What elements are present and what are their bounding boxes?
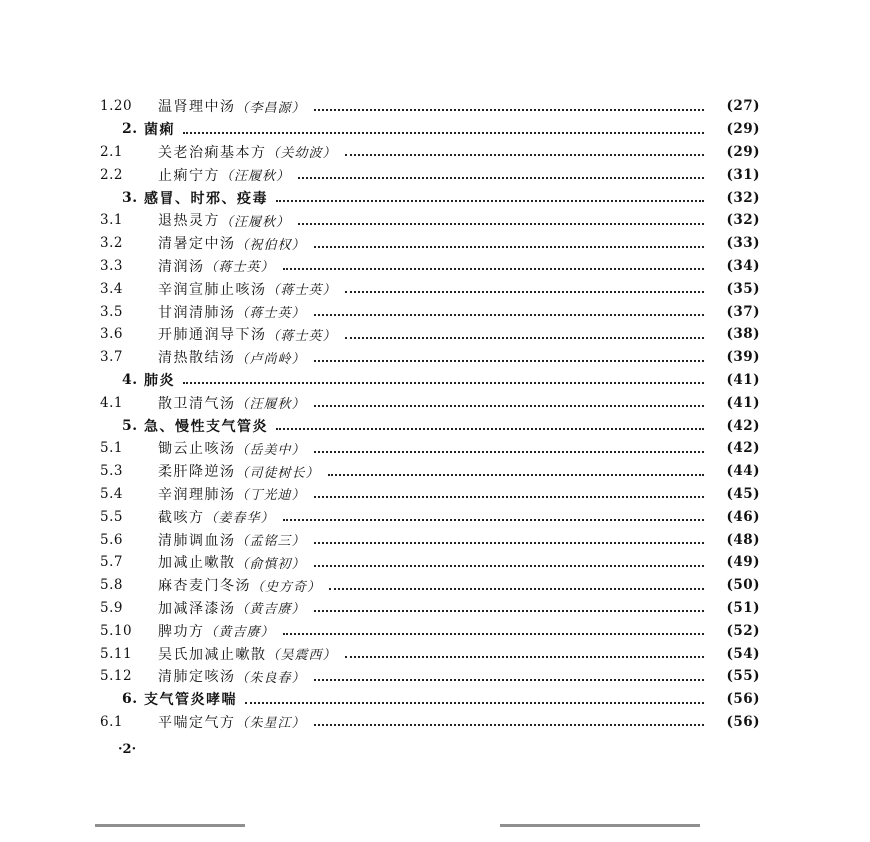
toc-entry bbox=[100, 460, 760, 483]
toc-entry-author: （岳美中） bbox=[235, 442, 306, 458]
toc-entry-number: 3.4 bbox=[100, 280, 123, 297]
toc-entry-number: 5.4 bbox=[100, 485, 123, 502]
toc-entry-title: 止痢宁方 bbox=[158, 167, 220, 184]
scan-artifact bbox=[95, 824, 245, 827]
toc-entry-author: （史方奇） bbox=[251, 579, 322, 595]
toc-entry-author: （关幼波） bbox=[266, 146, 337, 162]
toc-entry-title: 感冒、时邪、疫毒 bbox=[144, 190, 268, 207]
dot-leader bbox=[298, 222, 704, 225]
dot-leader bbox=[283, 632, 704, 635]
toc-entry bbox=[100, 437, 760, 460]
toc-entry bbox=[100, 483, 760, 506]
toc-entry-title: 辛润宣肺止咳汤 bbox=[158, 281, 267, 298]
dot-leader bbox=[314, 609, 704, 612]
toc-entry-title: 加减止嗽散 bbox=[158, 555, 236, 572]
toc-entry-number: 3.5 bbox=[100, 303, 123, 320]
toc-entry-page: (37) bbox=[726, 303, 760, 320]
dot-leader bbox=[345, 336, 704, 339]
dot-leader bbox=[314, 541, 704, 544]
toc-entry-number: 3.1 bbox=[100, 212, 123, 229]
dot-leader bbox=[183, 131, 704, 134]
toc-entry-page: (39) bbox=[726, 349, 760, 366]
toc-entry bbox=[100, 619, 760, 642]
dot-leader bbox=[298, 176, 704, 179]
toc-entry-page: (46) bbox=[726, 508, 760, 525]
toc-entry-author: （吴震西） bbox=[266, 648, 337, 664]
toc-entry-page: (38) bbox=[726, 326, 760, 343]
dot-leader bbox=[276, 427, 704, 430]
toc-entry-number: 3.3 bbox=[100, 257, 123, 274]
dot-leader bbox=[314, 495, 704, 498]
dot-leader bbox=[314, 313, 704, 316]
toc-entry-title: 关老治痢基本方 bbox=[158, 144, 267, 161]
toc-entry-title: 退热灵方 bbox=[158, 213, 220, 230]
toc-entry-author: （司徒树长） bbox=[235, 465, 320, 481]
dot-leader bbox=[245, 701, 704, 704]
toc-entry-title: 加减泽漆汤 bbox=[158, 600, 236, 617]
scan-artifact bbox=[500, 824, 700, 827]
dot-leader bbox=[314, 359, 704, 362]
toc-entry-title: 散卫清气汤 bbox=[158, 395, 236, 412]
toc-entry-page: (41) bbox=[726, 394, 760, 411]
toc-entry-page: (56) bbox=[726, 691, 760, 708]
toc-entry-title: 清热散结汤 bbox=[158, 350, 236, 367]
toc-entry-page: (48) bbox=[726, 531, 760, 548]
toc-entry-number: 1.20 bbox=[100, 98, 133, 115]
toc-section-heading bbox=[100, 186, 760, 209]
toc-entry-number: 5.10 bbox=[100, 622, 133, 639]
toc-entry-author: （蒋士英） bbox=[266, 328, 337, 344]
toc-entry bbox=[100, 255, 760, 278]
toc-entry-page: (52) bbox=[726, 622, 760, 639]
toc-entry-number: 5.5 bbox=[100, 508, 123, 525]
toc-entry-title: 菌痢 bbox=[144, 122, 175, 139]
dot-leader bbox=[314, 723, 704, 726]
toc-entry-number: 2. bbox=[122, 121, 138, 138]
toc-entry-number: 2.2 bbox=[100, 166, 123, 183]
toc-entry-author: （俞慎初） bbox=[235, 556, 306, 572]
toc-entry-number: 3.2 bbox=[100, 235, 123, 252]
toc-entry bbox=[100, 300, 760, 323]
toc-entry-page: (41) bbox=[726, 371, 760, 388]
dot-leader bbox=[314, 404, 704, 407]
toc-entry-title: 肺炎 bbox=[144, 372, 175, 389]
toc-entry-page: (55) bbox=[726, 668, 760, 685]
toc-entry-page: (34) bbox=[726, 257, 760, 274]
toc-entry-number: 2.1 bbox=[100, 143, 123, 160]
toc-entry-title: 清暑定中汤 bbox=[158, 236, 236, 253]
dot-leader bbox=[329, 587, 704, 590]
dot-leader bbox=[314, 678, 704, 681]
toc-entry bbox=[100, 391, 760, 414]
dot-leader bbox=[314, 108, 704, 111]
toc-entry bbox=[100, 163, 760, 186]
toc-entry-page: (31) bbox=[726, 166, 760, 183]
toc-entry bbox=[100, 505, 760, 528]
toc-entry-title: 清润汤 bbox=[158, 258, 205, 275]
toc-entry-author: （蒋士英） bbox=[235, 306, 306, 322]
toc-section-heading bbox=[100, 369, 760, 392]
toc-entry-author: （朱星江） bbox=[235, 716, 306, 732]
dot-leader bbox=[283, 518, 704, 521]
toc-entry-number: 5.3 bbox=[100, 463, 123, 480]
toc-entry-page: (51) bbox=[726, 599, 760, 616]
toc-entry-author: （汪履秋） bbox=[220, 169, 291, 185]
dot-leader bbox=[276, 199, 704, 202]
toc-entry-author: （卢尚岭） bbox=[235, 351, 306, 367]
toc-section-heading bbox=[100, 414, 760, 437]
toc-entry-title: 开肺通润导下汤 bbox=[158, 327, 267, 344]
toc-entry bbox=[100, 346, 760, 369]
toc-entry-page: (29) bbox=[726, 121, 760, 138]
toc-entry-title: 急、慢性支气管炎 bbox=[144, 418, 268, 435]
dot-leader bbox=[345, 290, 704, 293]
toc-entry-number: 4.1 bbox=[100, 394, 123, 411]
toc-entry bbox=[100, 232, 760, 255]
dot-leader bbox=[328, 473, 704, 476]
toc-entry-author: （丁光迪） bbox=[235, 488, 306, 504]
toc-entry-number: 5.12 bbox=[100, 668, 133, 685]
toc-entry-title: 支气管炎哮喘 bbox=[144, 692, 237, 709]
toc-entry-number: 5. bbox=[122, 417, 138, 434]
toc-entry-page: (35) bbox=[726, 280, 760, 297]
toc-entry bbox=[100, 597, 760, 620]
toc-entry-author: （朱良春） bbox=[235, 670, 306, 686]
toc-entry bbox=[100, 642, 760, 665]
toc-entry bbox=[100, 277, 760, 300]
toc-entry-title: 清肺定咳汤 bbox=[158, 669, 236, 686]
toc-entry-title: 锄云止咳汤 bbox=[158, 441, 236, 458]
dot-leader bbox=[314, 450, 704, 453]
toc-entry-number: 3. bbox=[122, 189, 138, 206]
toc-entry-page: (42) bbox=[726, 417, 760, 434]
dot-leader bbox=[283, 267, 704, 270]
toc-entry-page: (33) bbox=[726, 235, 760, 252]
toc-entry-page: (29) bbox=[726, 143, 760, 160]
toc-entry bbox=[100, 551, 760, 574]
toc-entry-page: (49) bbox=[726, 554, 760, 571]
toc-entry bbox=[100, 574, 760, 597]
toc-entry bbox=[100, 95, 760, 118]
toc-entry-page: (54) bbox=[726, 645, 760, 662]
toc-entry-page: (50) bbox=[726, 577, 760, 594]
toc-entry-author: （黄吉赓） bbox=[204, 625, 275, 641]
toc-entry-number: 3.6 bbox=[100, 326, 123, 343]
toc-section-heading bbox=[100, 118, 760, 141]
dot-leader bbox=[345, 153, 704, 156]
toc-entry-page: (27) bbox=[726, 98, 760, 115]
toc-entry-page: (42) bbox=[726, 440, 760, 457]
dot-leader bbox=[345, 655, 704, 658]
toc-entry-number: 3.7 bbox=[100, 349, 123, 366]
toc-entry-title: 清肺调血汤 bbox=[158, 532, 236, 549]
toc-entry-number: 5.9 bbox=[100, 599, 123, 616]
toc-entry bbox=[100, 665, 760, 688]
toc-entry-author: （蒋士英） bbox=[204, 260, 275, 276]
dot-leader bbox=[183, 381, 704, 384]
toc-entry-title: 脾功方 bbox=[158, 623, 205, 640]
toc-entry-page: (32) bbox=[726, 189, 760, 206]
toc-entry-number: 5.1 bbox=[100, 440, 123, 457]
toc-entry-page: (45) bbox=[726, 485, 760, 502]
toc-entry-author: （蒋士英） bbox=[266, 283, 337, 299]
toc-entry-author: （孟铭三） bbox=[235, 534, 306, 550]
toc-entry-title: 辛润理肺汤 bbox=[158, 486, 236, 503]
toc-entry-title: 麻杏麦门冬汤 bbox=[158, 578, 251, 595]
toc-entry bbox=[100, 141, 760, 164]
toc-entry-author: （姜春华） bbox=[204, 511, 275, 527]
dot-leader bbox=[314, 564, 704, 567]
toc-entry-number: 5.11 bbox=[100, 645, 133, 662]
toc-entry-number: 6.1 bbox=[100, 713, 123, 730]
toc-entry-title: 柔肝降逆汤 bbox=[158, 464, 236, 481]
toc-entry-author: （黄吉赓） bbox=[235, 602, 306, 618]
toc-entry-title: 截咳方 bbox=[158, 509, 205, 526]
toc-entry-page: (32) bbox=[726, 212, 760, 229]
toc-entry-number: 4. bbox=[122, 371, 138, 388]
toc-entry-page: (56) bbox=[726, 713, 760, 730]
toc-entry-number: 5.7 bbox=[100, 554, 123, 571]
table-of-contents bbox=[100, 95, 760, 733]
toc-entry-number: 6. bbox=[122, 691, 138, 708]
toc-entry bbox=[100, 323, 760, 346]
toc-entry bbox=[100, 711, 760, 734]
page-number: ·2· bbox=[118, 742, 137, 757]
toc-section-heading bbox=[100, 688, 760, 711]
toc-entry bbox=[100, 528, 760, 551]
toc-entry-page: (44) bbox=[726, 463, 760, 480]
toc-entry bbox=[100, 209, 760, 232]
toc-entry-number: 5.6 bbox=[100, 531, 123, 548]
toc-entry-author: （祝伯权） bbox=[235, 237, 306, 253]
toc-entry-author: （汪履秋） bbox=[220, 214, 291, 230]
toc-entry-author: （李昌源） bbox=[235, 100, 306, 116]
toc-entry-author: （汪履秋） bbox=[235, 397, 306, 413]
dot-leader bbox=[314, 245, 704, 248]
toc-entry-title: 吴氏加减止嗽散 bbox=[158, 646, 267, 663]
toc-entry-number: 5.8 bbox=[100, 577, 123, 594]
toc-entry-title: 温肾理中汤 bbox=[158, 99, 236, 116]
toc-entry-title: 甘润清肺汤 bbox=[158, 304, 236, 321]
toc-entry-title: 平喘定气方 bbox=[158, 714, 236, 731]
